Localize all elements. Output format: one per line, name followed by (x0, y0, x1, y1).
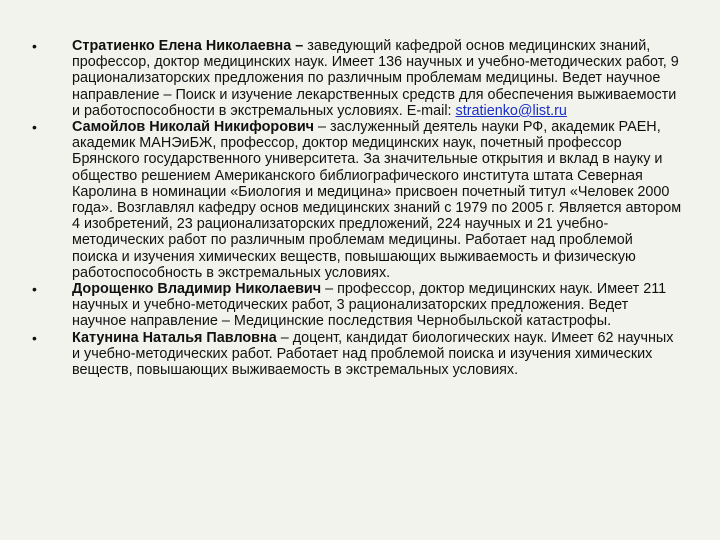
person-description: заведующий кафедрой основ медицинских знаний, профессор, доктор медицинских наук. Имеет 136 научных и учебно-методических работ, 9 рационализаторских предложения по различным проблемам медицины. Ведет научное направление – Поиск и изучение лекарственных средств для обеспечения выживаемости и работоспособности в экстремальных условиях. E-mail: (72, 38, 679, 119)
person-name: Дорощенко Владимир Николаевич (72, 281, 322, 298)
person-description: – заслуженный деятель науки РФ, академик РАЕН, академик МАНЭиБЖ, профессор, доктор медицинских наук, почетный профессор Брянского государственного университета. За значительные открытия и вклад в науку и общество решением Американского библиографического института штата Северная Каролина в номинации «Биология и медицина» присвоен почетный титул «Человек 2000 года». Возглавлял кафедру основ медицинских знаний с 1979 по 2005 г. Является автором 4 изобретений, 23 рационализаторских предложений, 224 научных и 21 учебно-методических работ по различным проблемам медицины. Работает над проблемой поиска и изучения химических веществ, повышающих выживаемость и физическую работоспособность в экстремальных условиях. (72, 119, 682, 281)
bullet-icon: • (32, 329, 37, 346)
list-item-stratienko (32, 38, 682, 119)
list-item-doroshchenko (32, 281, 682, 330)
bullet-icon: • (32, 119, 37, 136)
staff-list (32, 38, 682, 378)
list-item-samoylov (32, 119, 682, 281)
person-name: Катунина Наталья Павловна (72, 329, 277, 346)
person-description: – доцент, кандидат биологических наук. Имеет 62 научных и учебно-методических работ. Работает над проблемой поиска и изучения химических веществ, повышающих выживаемость в экстремальных условиях. (72, 329, 674, 379)
email-link[interactable]: stratienko@list.ru (455, 102, 567, 119)
person-name: Стратиенко Елена Николаевна – (72, 38, 304, 54)
bullet-icon: • (32, 38, 37, 54)
person-name: Самойлов Николай Никифорович (72, 119, 315, 136)
bullet-icon: • (32, 281, 37, 298)
person-description: – профессор, доктор медицинских наук. Имеет 211 научных и учебно-методических работ, 3 рационализаторских предложения. Ведет научное направление – Медицинские последствия Чернобыльской катастрофы. (72, 281, 667, 330)
list-item-katunina (32, 330, 682, 379)
